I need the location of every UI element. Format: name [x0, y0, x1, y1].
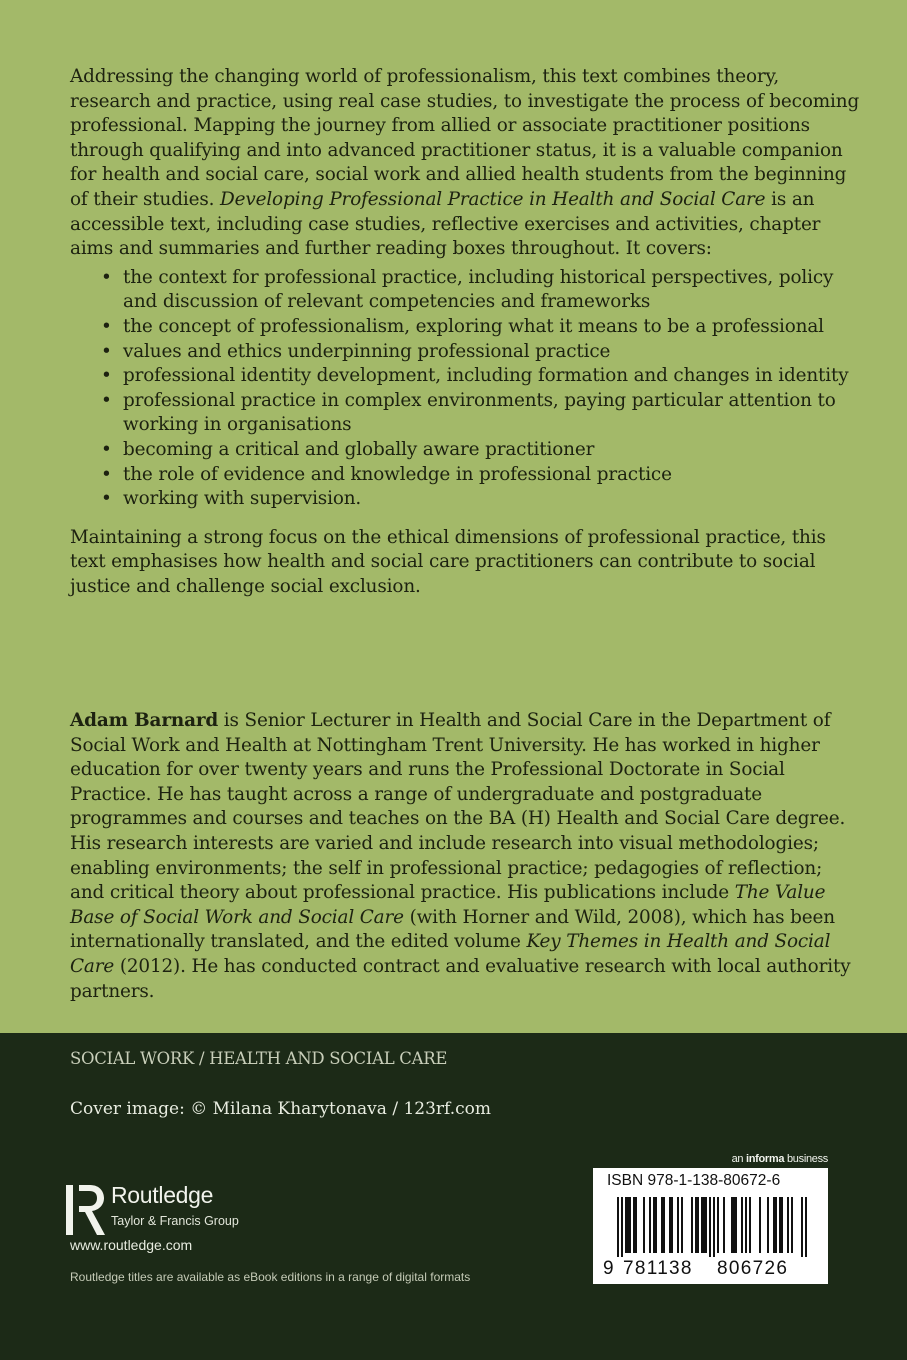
list-item: • becoming a critical and globally aware practitioner: [70, 438, 860, 463]
isbn-barcode: [593, 1168, 828, 1284]
list-item: • the concept of professionalism, exploring what it means to be a professional: [70, 315, 860, 340]
cover-image-credit: Cover image: © Milana Kharytonava / 123rf.com: [70, 1099, 491, 1119]
topics-list: [70, 266, 860, 512]
barcode-bars: [593, 1195, 828, 1259]
barcode-bar: [735, 1197, 737, 1253]
barcode-bar: [627, 1197, 629, 1253]
barcode-bar: [681, 1197, 683, 1253]
barcode-bar: [653, 1197, 655, 1253]
barcode-bar: [625, 1197, 627, 1253]
barcode-bar: [773, 1197, 775, 1253]
routledge-r-logo-icon: [66, 1183, 106, 1237]
barcode-bar: [741, 1197, 743, 1253]
barcode-digits-left: 781138: [623, 1258, 693, 1279]
ebook-note: Routledge titles are available as eBook editions in a range of digital formats: [70, 1270, 471, 1284]
barcode-bar: [705, 1197, 707, 1253]
list-item: • the context for professional practice, including historical perspectives, policy and discussion of relevant competencies and frameworks: [70, 266, 860, 315]
barcode-bar: [767, 1197, 769, 1253]
barcode-bar: [733, 1197, 735, 1253]
barcode-bar: [713, 1197, 715, 1257]
list-item: • professional identity development, including formation and changes in identity: [70, 364, 860, 389]
barcode-bar: [759, 1197, 761, 1253]
publication-title: Key Themes in Health and Social Care: [70, 931, 831, 977]
barcode-bar: [731, 1197, 733, 1253]
barcode-bar: [709, 1197, 711, 1257]
list-item: • the role of evidence and knowledge in professional practice: [70, 463, 860, 488]
barcode-digits-right: 806726: [717, 1258, 789, 1279]
publication-title: The Value Base of Social Work and Social Care: [70, 882, 826, 928]
publisher-name: Routledge: [111, 1182, 214, 1208]
barcode-bar: [701, 1197, 703, 1253]
author-name: Adam Barnard: [70, 710, 219, 731]
barcode-bar: [791, 1197, 793, 1253]
barcode-bar: [617, 1197, 619, 1257]
barcode-bar: [805, 1197, 807, 1257]
barcode-bar: [695, 1197, 697, 1253]
description-closing: Maintaining a strong focus on the ethical dimensions of professional practice, this text emphasises how health and social care practitioners can contribute to social justice and challenge social exclusion.: [70, 526, 826, 597]
isbn-number: ISBN 978-1-138-80672-6: [607, 1172, 781, 1189]
publisher-website: www.routledge.com: [70, 1237, 193, 1253]
barcode-bar: [703, 1197, 705, 1253]
barcode-bar: [677, 1197, 679, 1253]
publisher-group: Taylor & Francis Group: [111, 1214, 239, 1228]
barcode-bar: [801, 1197, 803, 1257]
barcode-bar: [649, 1197, 651, 1253]
list-item: • working with supervision.: [70, 487, 860, 512]
barcode-bar: [787, 1197, 789, 1253]
list-item: • values and ethics underpinning professional practice: [70, 340, 860, 365]
book-title: Developing Professional Practice in Health and Social Care: [220, 188, 766, 210]
barcode-bar: [633, 1197, 635, 1253]
book-description: [70, 65, 860, 599]
barcode-bar: [661, 1197, 663, 1253]
barcode-bar: [775, 1197, 777, 1253]
barcode-bar: [745, 1197, 747, 1253]
list-item: • professional practice in complex environments, paying particular attention to working in organisations: [70, 389, 860, 438]
barcode-bar: [643, 1197, 645, 1253]
informa-business-tag: an informa business: [731, 1153, 828, 1165]
subject-category: SOCIAL WORK / HEALTH AND SOCIAL CARE: [70, 1049, 448, 1068]
description-intro: Addressing the changing world of professionalism, this text combines theory, research and practice, using real case studies, to investigate the process of becoming professional. Mapping the journey from allied or associate practitioner positions through qualifying and into advanced practitioner status, it is a valuable companion for health and social care, social work and allied health students from the beginning of their studies. Developing Professional Practice in Health and Social Care is an accessible text, including case studies, reflective exercises and activities, chapter aims and summaries and further reading boxes throughout. It covers:: [70, 66, 860, 260]
barcode-bar: [697, 1197, 699, 1253]
barcode-bar: [655, 1197, 657, 1253]
barcode-bar: [749, 1197, 751, 1253]
author-bio: Adam Barnard is Senior Lecturer in Health and Social Care in the Department of Social Work and Health at Nottingham Trent University. He has worked in higher education for over twenty years and runs the Professional Doctorate in Social Practice. He has taught across a range of undergraduate and postgraduate programmes and courses and teaches on the BA (H) Health and Social Care degree. His research interests are varied and include research into visual methodologies; enabling environments; the self in professional practice; pedagogies of reflection; and critical theory about professional practice. His publications include The Value Base of Social Work and Social Care (with Horner and Wild, 2008), which has been internationally translated, and the edited volume Key Themes in Health and Social Care (2012). He has conducted contract and evaluative research with local authority partners.: [70, 710, 851, 1002]
barcode-bar: [669, 1197, 671, 1253]
barcode-bar: [635, 1197, 637, 1253]
barcode-bar: [781, 1197, 783, 1253]
barcode-bar: [621, 1197, 623, 1257]
barcode-bar: [691, 1197, 693, 1253]
barcode-bar: [629, 1197, 631, 1253]
barcode-bar: [717, 1197, 719, 1253]
barcode-bar: [779, 1197, 781, 1253]
barcode-bar: [723, 1197, 725, 1253]
barcode-bar: [671, 1197, 673, 1253]
barcode-digit-lead: 9: [603, 1258, 614, 1279]
barcode-bar: [663, 1197, 665, 1253]
